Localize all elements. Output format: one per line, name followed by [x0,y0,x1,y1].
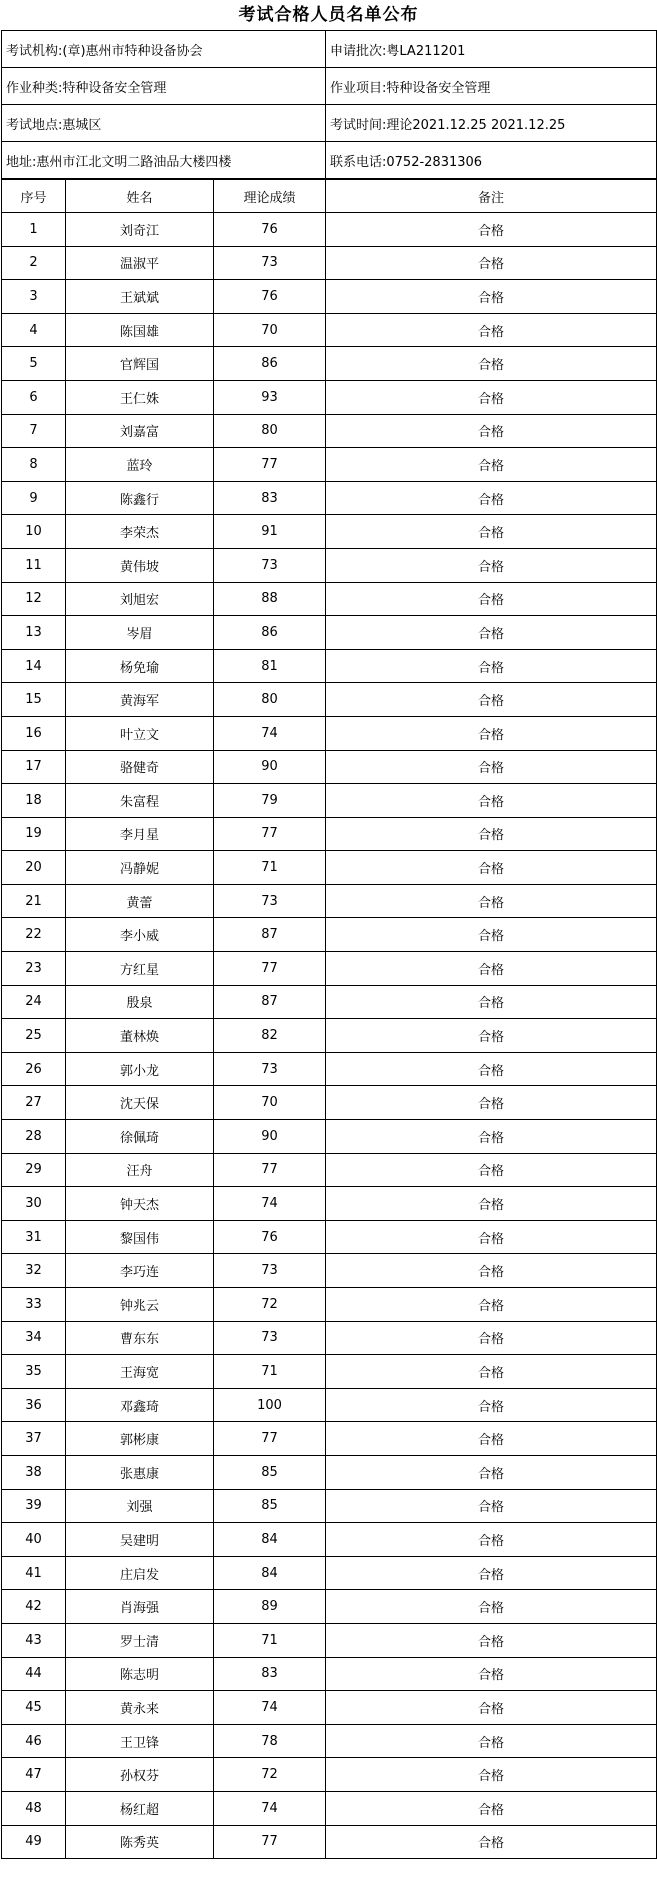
row-name: 邓鑫琦 [66,1388,214,1422]
type-label: 作业种类: [6,80,63,96]
row-remark: 合格 [326,448,657,482]
row-name: 钟兆云 [66,1288,214,1322]
row-no: 6 [2,380,66,414]
row-remark: 合格 [326,246,657,280]
type-value: 特种设备安全管理 [62,80,167,96]
table-row [2,1825,657,1859]
row-name: 孙权芬 [66,1758,214,1792]
row-name: 官辉国 [66,347,214,381]
row-name: 岑眉 [66,616,214,650]
row-name: 李巧连 [66,1254,214,1288]
table-row [2,952,657,986]
row-name: 沈天保 [66,1086,214,1120]
row-name: 刘奇江 [66,213,214,247]
table-row [2,750,657,784]
row-no: 28 [2,1120,66,1154]
row-no: 33 [2,1288,66,1322]
row-name: 张惠康 [66,1455,214,1489]
phone-label: 联系电话: [330,154,387,170]
row-no: 35 [2,1355,66,1389]
row-remark: 合格 [326,280,657,314]
row-remark: 合格 [326,1052,657,1086]
row-name: 刘强 [66,1489,214,1523]
phone-cell [326,142,657,179]
row-name: 叶立文 [66,716,214,750]
row-score: 73 [214,884,326,918]
row-no: 13 [2,616,66,650]
row-score: 71 [214,1355,326,1389]
phone-value: 0752-2831306 [386,154,483,170]
table-row [2,1052,657,1086]
info-row-addr [2,142,657,179]
table-header-row [2,180,657,213]
row-no: 14 [2,649,66,683]
table-row [2,1086,657,1120]
row-score: 74 [214,1187,326,1221]
row-score: 90 [214,1120,326,1154]
row-remark: 合格 [326,1758,657,1792]
table-row [2,1556,657,1590]
row-remark: 合格 [326,1523,657,1557]
row-no: 22 [2,918,66,952]
row-remark: 合格 [326,985,657,1019]
table-row [2,1657,657,1691]
row-score: 84 [214,1556,326,1590]
row-remark: 合格 [326,1825,657,1859]
row-no: 10 [2,515,66,549]
header-score: 理论成绩 [214,180,326,213]
table-row [2,1724,657,1758]
row-remark: 合格 [326,1153,657,1187]
row-remark: 合格 [326,649,657,683]
row-name: 蓝玲 [66,448,214,482]
row-no: 17 [2,750,66,784]
row-no: 38 [2,1455,66,1489]
row-remark: 合格 [326,1724,657,1758]
row-name: 黄永来 [66,1691,214,1725]
row-no: 43 [2,1623,66,1657]
row-score: 73 [214,548,326,582]
row-remark: 合格 [326,1254,657,1288]
addr-label: 地址: [6,154,37,170]
row-name: 郭彬康 [66,1422,214,1456]
row-name: 郭小龙 [66,1052,214,1086]
row-remark: 合格 [326,380,657,414]
addr-cell [2,142,326,179]
row-remark: 合格 [326,1086,657,1120]
row-remark: 合格 [326,414,657,448]
row-score: 74 [214,1791,326,1825]
row-remark: 合格 [326,1288,657,1322]
row-name: 刘旭宏 [66,582,214,616]
row-name: 杨免瑜 [66,649,214,683]
row-remark: 合格 [326,1187,657,1221]
row-score: 83 [214,1657,326,1691]
info-row-org [2,31,657,68]
row-remark: 合格 [326,213,657,247]
table-row [2,851,657,885]
row-score: 78 [214,1724,326,1758]
row-name: 黄伟坡 [66,548,214,582]
row-no: 45 [2,1691,66,1725]
row-no: 39 [2,1489,66,1523]
row-no: 12 [2,582,66,616]
row-score: 72 [214,1758,326,1792]
row-no: 42 [2,1590,66,1624]
row-name: 庄启发 [66,1556,214,1590]
info-row-place [2,105,657,142]
header-remark: 备注 [326,180,657,213]
row-score: 70 [214,1086,326,1120]
batch-value: 粤LA211201 [386,43,466,59]
time-cell [326,105,657,142]
row-name: 肖海强 [66,1590,214,1624]
org-cell [2,31,326,68]
row-no: 5 [2,347,66,381]
row-no: 36 [2,1388,66,1422]
row-no: 37 [2,1422,66,1456]
row-score: 74 [214,1691,326,1725]
row-no: 32 [2,1254,66,1288]
row-score: 73 [214,246,326,280]
row-name: 李月星 [66,817,214,851]
row-name: 王仁姝 [66,380,214,414]
place-value: 惠城区 [62,117,102,133]
table-row [2,246,657,280]
table-row [2,918,657,952]
table-row [2,817,657,851]
row-remark: 合格 [326,716,657,750]
row-score: 90 [214,750,326,784]
row-no: 41 [2,1556,66,1590]
row-name: 王斌斌 [66,280,214,314]
row-remark: 合格 [326,347,657,381]
time-value: 理论2021.12.25 2021.12.25 [386,117,566,133]
row-score: 80 [214,414,326,448]
table-row [2,1220,657,1254]
table-row [2,884,657,918]
row-name: 王卫锋 [66,1724,214,1758]
row-score: 85 [214,1455,326,1489]
row-name: 陈志明 [66,1657,214,1691]
row-name: 冯静妮 [66,851,214,885]
row-score: 82 [214,1019,326,1053]
results-table [1,179,657,1859]
table-row [2,582,657,616]
page-title: 考试合格人员名单公布 [238,5,419,25]
row-no: 23 [2,952,66,986]
row-score: 70 [214,313,326,347]
table-row [2,1153,657,1187]
row-score: 88 [214,582,326,616]
row-remark: 合格 [326,1691,657,1725]
row-no: 11 [2,548,66,582]
row-remark: 合格 [326,1388,657,1422]
row-no: 15 [2,683,66,717]
row-score: 71 [214,851,326,885]
place-label: 考试地点: [6,117,63,133]
table-row [2,213,657,247]
org-label: 考试机构: [6,43,63,59]
row-remark: 合格 [326,784,657,818]
row-remark: 合格 [326,1455,657,1489]
row-score: 80 [214,683,326,717]
row-remark: 合格 [326,952,657,986]
row-score: 86 [214,616,326,650]
table-row [2,1321,657,1355]
row-name: 曹东东 [66,1321,214,1355]
table-row [2,515,657,549]
row-score: 91 [214,515,326,549]
table-row [2,616,657,650]
row-no: 29 [2,1153,66,1187]
row-score: 77 [214,1422,326,1456]
row-no: 30 [2,1187,66,1221]
row-score: 77 [214,1153,326,1187]
row-name: 李荣杰 [66,515,214,549]
table-row [2,481,657,515]
table-row [2,1355,657,1389]
row-remark: 合格 [326,616,657,650]
row-remark: 合格 [326,1120,657,1154]
type-cell [2,68,326,105]
row-remark: 合格 [326,1422,657,1456]
row-remark: 合格 [326,1556,657,1590]
row-name: 黄海军 [66,683,214,717]
row-score: 77 [214,448,326,482]
row-name: 殷泉 [66,985,214,1019]
row-remark: 合格 [326,683,657,717]
table-body [2,213,657,1859]
row-remark: 合格 [326,1321,657,1355]
row-remark: 合格 [326,817,657,851]
table-row [2,1120,657,1154]
table-row [2,414,657,448]
row-no: 26 [2,1052,66,1086]
row-score: 77 [214,817,326,851]
row-score: 83 [214,481,326,515]
table-row [2,1388,657,1422]
table-row [2,1254,657,1288]
row-remark: 合格 [326,1623,657,1657]
header-name: 姓名 [66,180,214,213]
row-score: 77 [214,952,326,986]
row-name: 陈秀英 [66,1825,214,1859]
row-remark: 合格 [326,1019,657,1053]
row-no: 31 [2,1220,66,1254]
table-row [2,1489,657,1523]
row-score: 76 [214,280,326,314]
row-remark: 合格 [326,582,657,616]
row-no: 4 [2,313,66,347]
row-name: 罗士清 [66,1623,214,1657]
row-remark: 合格 [326,481,657,515]
row-no: 2 [2,246,66,280]
row-name: 黎国伟 [66,1220,214,1254]
info-row-type [2,68,657,105]
row-no: 34 [2,1321,66,1355]
row-no: 18 [2,784,66,818]
row-no: 44 [2,1657,66,1691]
row-remark: 合格 [326,1220,657,1254]
table-row [2,1623,657,1657]
table-row [2,548,657,582]
row-name: 刘嘉富 [66,414,214,448]
row-remark: 合格 [326,1355,657,1389]
batch-cell [326,31,657,68]
table-row [2,1691,657,1725]
row-name: 陈国雄 [66,313,214,347]
table-row [2,1758,657,1792]
table-row [2,1187,657,1221]
row-remark: 合格 [326,750,657,784]
row-name: 王海宽 [66,1355,214,1389]
table-row [2,1422,657,1456]
row-score: 74 [214,716,326,750]
row-score: 71 [214,1623,326,1657]
place-cell [2,105,326,142]
table-row [2,313,657,347]
row-remark: 合格 [326,548,657,582]
row-remark: 合格 [326,1489,657,1523]
row-no: 24 [2,985,66,1019]
item-label: 作业项目: [330,80,387,96]
table-row [2,448,657,482]
table-row [2,1288,657,1322]
batch-label: 申请批次: [330,43,387,59]
row-remark: 合格 [326,1791,657,1825]
row-name: 陈鑫行 [66,481,214,515]
table-row [2,649,657,683]
row-score: 77 [214,1825,326,1859]
row-name: 骆健奇 [66,750,214,784]
row-score: 100 [214,1388,326,1422]
row-score: 73 [214,1052,326,1086]
row-remark: 合格 [326,918,657,952]
row-score: 73 [214,1254,326,1288]
row-no: 9 [2,481,66,515]
row-remark: 合格 [326,1657,657,1691]
table-row [2,1455,657,1489]
row-name: 吴建明 [66,1523,214,1557]
row-name: 钟天杰 [66,1187,214,1221]
org-value: (章)惠州市特种设备协会 [62,43,203,59]
table-row [2,280,657,314]
item-value: 特种设备安全管理 [386,80,491,96]
row-no: 47 [2,1758,66,1792]
row-score: 86 [214,347,326,381]
row-no: 16 [2,716,66,750]
row-name: 徐佩琦 [66,1120,214,1154]
row-score: 89 [214,1590,326,1624]
row-no: 8 [2,448,66,482]
row-name: 杨红超 [66,1791,214,1825]
row-no: 27 [2,1086,66,1120]
row-no: 1 [2,213,66,247]
row-no: 19 [2,817,66,851]
row-name: 李小威 [66,918,214,952]
row-remark: 合格 [326,313,657,347]
row-score: 87 [214,918,326,952]
row-score: 76 [214,1220,326,1254]
row-score: 93 [214,380,326,414]
row-no: 48 [2,1791,66,1825]
row-score: 87 [214,985,326,1019]
item-cell [326,68,657,105]
row-name: 温淑平 [66,246,214,280]
table-row [2,985,657,1019]
table-row [2,380,657,414]
row-remark: 合格 [326,1590,657,1624]
row-score: 73 [214,1321,326,1355]
row-name: 朱富程 [66,784,214,818]
table-row [2,716,657,750]
row-name: 方红星 [66,952,214,986]
row-no: 3 [2,280,66,314]
row-no: 40 [2,1523,66,1557]
row-score: 72 [214,1288,326,1322]
row-no: 46 [2,1724,66,1758]
table-row [2,1019,657,1053]
row-no: 49 [2,1825,66,1859]
row-remark: 合格 [326,884,657,918]
row-score: 85 [214,1489,326,1523]
table-row [2,1791,657,1825]
table-row [2,784,657,818]
row-no: 7 [2,414,66,448]
row-no: 21 [2,884,66,918]
row-score: 79 [214,784,326,818]
time-label: 考试时间: [330,117,387,133]
addr-value: 惠州市江北文明二路油品大楼四楼 [36,154,232,170]
row-score: 84 [214,1523,326,1557]
row-remark: 合格 [326,851,657,885]
row-no: 20 [2,851,66,885]
row-score: 81 [214,649,326,683]
row-score: 76 [214,213,326,247]
table-row [2,1523,657,1557]
header-no: 序号 [2,180,66,213]
row-name: 汪舟 [66,1153,214,1187]
row-name: 黄蕾 [66,884,214,918]
row-no: 25 [2,1019,66,1053]
table-row [2,683,657,717]
row-name: 董林焕 [66,1019,214,1053]
table-row [2,1590,657,1624]
row-remark: 合格 [326,515,657,549]
table-row [2,347,657,381]
info-table [1,30,657,179]
